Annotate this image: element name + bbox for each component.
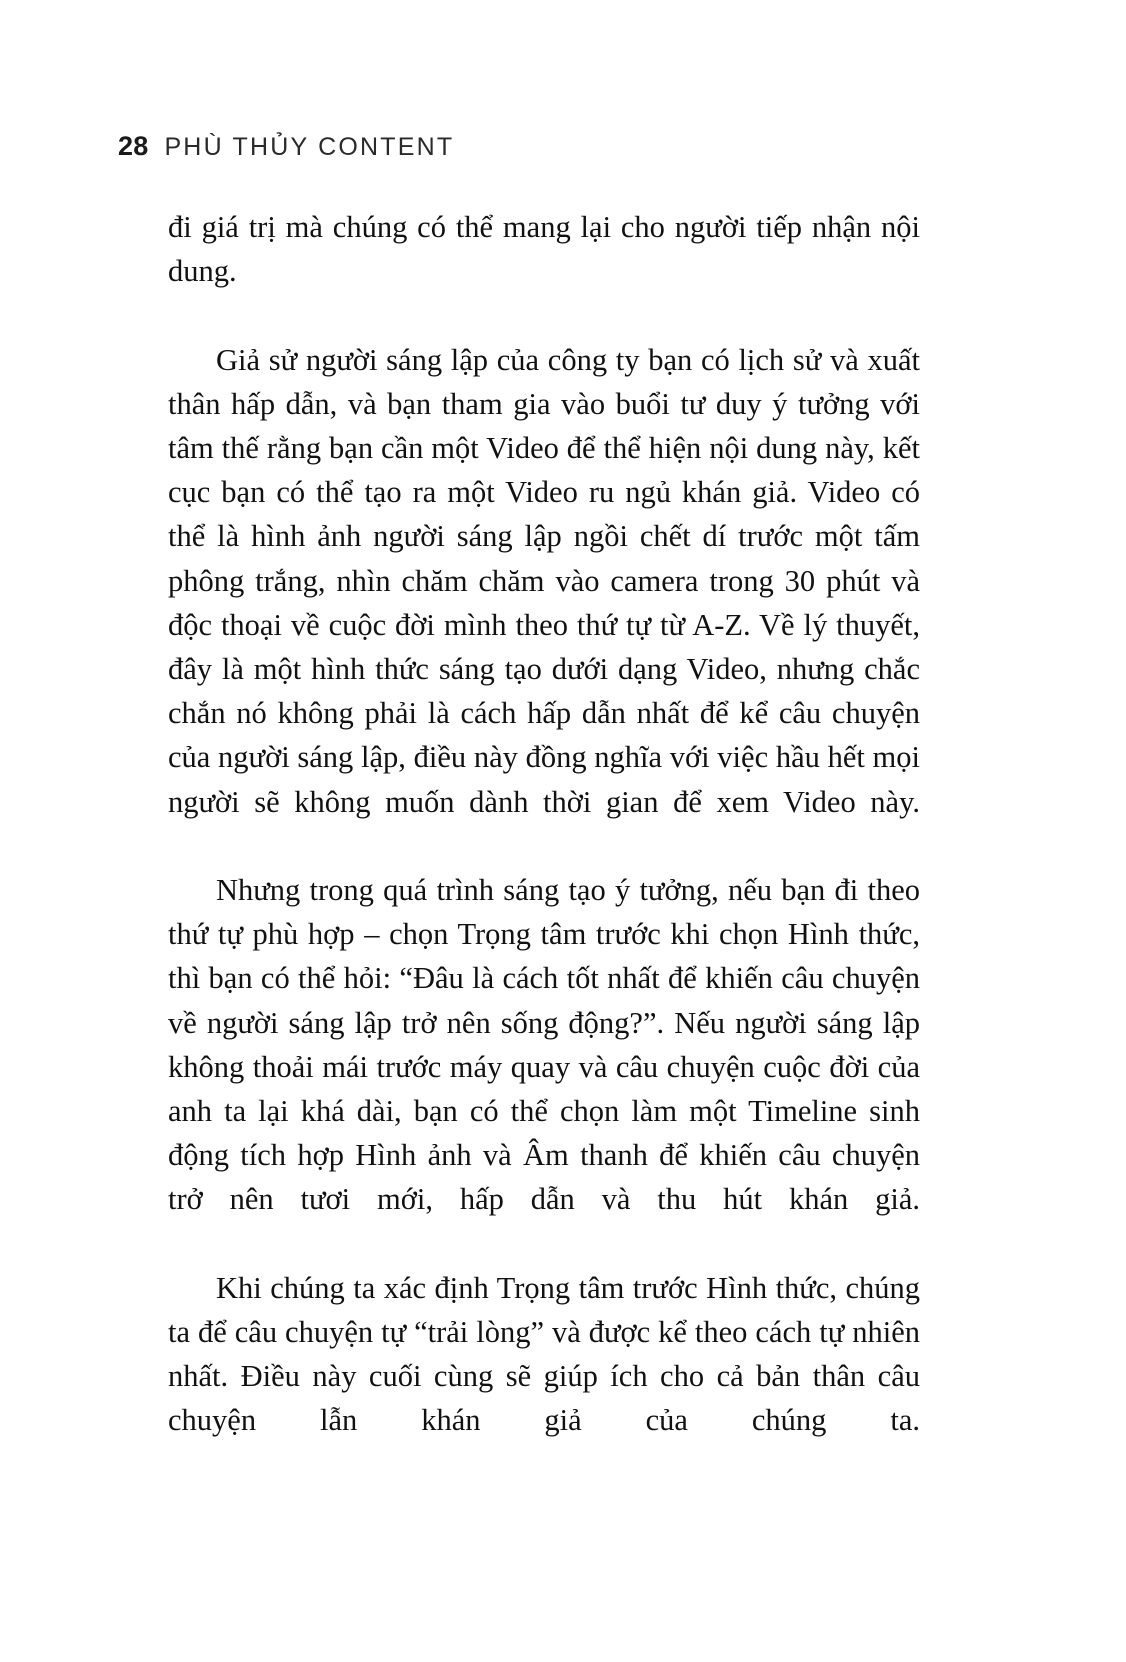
paragraph-4: Khi chúng ta xác định Trọng tâm trước Hình thức, chúng ta để câu chuyện tự “trải lòng” và được kể theo cách tự nhiên nhất. Điều này cuối cùng sẽ giúp ích cho cả bản thân câu chuyện lẫn khán giả của chúng ta. xyxy=(168,1270,920,1438)
body-text-block xyxy=(168,205,920,1487)
paragraph-3: Nhưng trong quá trình sáng tạo ý tưởng, nếu bạn đi theo thứ tự phù hợp – chọn Trọng tâm trước khi chọn Hình thức, thì bạn có thể hỏi: “Đâu là cách tốt nhất để khiến câu chuyện về người sáng lập trở nên sống động?”. Nếu người sáng lập không thoải mái trước máy quay và câu chuyện cuộc đời của anh ta lại khá dài, bạn có thể chọn làm một Timeline sinh động tích hợp Hình ảnh và Âm thanh để khiến câu chuyện trở nên tươi mới, hấp dẫn và thu hút khán giả. xyxy=(168,873,920,1217)
page-number: 28 xyxy=(118,131,149,161)
running-head xyxy=(118,131,454,162)
paragraph-2: Giả sử người sáng lập của công ty bạn có lịch sử và xuất thân hấp dẫn, và bạn tham gia vào buổi tư duy ý tưởng với tâm thế rằng bạn cần một Video để thể hiện nội dung này, kết cục bạn có thể tạo ra một Video ru ngủ khán giả. Video có thể là hình ảnh người sáng lập ngồi chết dí trước một tấm phông trắng, nhìn chăm chăm vào camera trong 30 phút và độc thoại về cuộc đời mình theo thứ tự từ A-Z. Về lý thuyết, đây là một hình thức sáng tạo dưới dạng Video, nhưng chắc chắn nó không phải là cách hấp dẫn nhất để kể câu chuyện của người sáng lập, điều này đồng nghĩa với việc hầu hết mọi người sẽ không muốn dành thời gian để xem Video này. xyxy=(168,342,920,819)
paragraph-1: đi giá trị mà chúng có thể mang lại cho người tiếp nhận nội dung. xyxy=(168,210,920,289)
book-title: PHÙ THỦY CONTENT xyxy=(164,133,455,161)
